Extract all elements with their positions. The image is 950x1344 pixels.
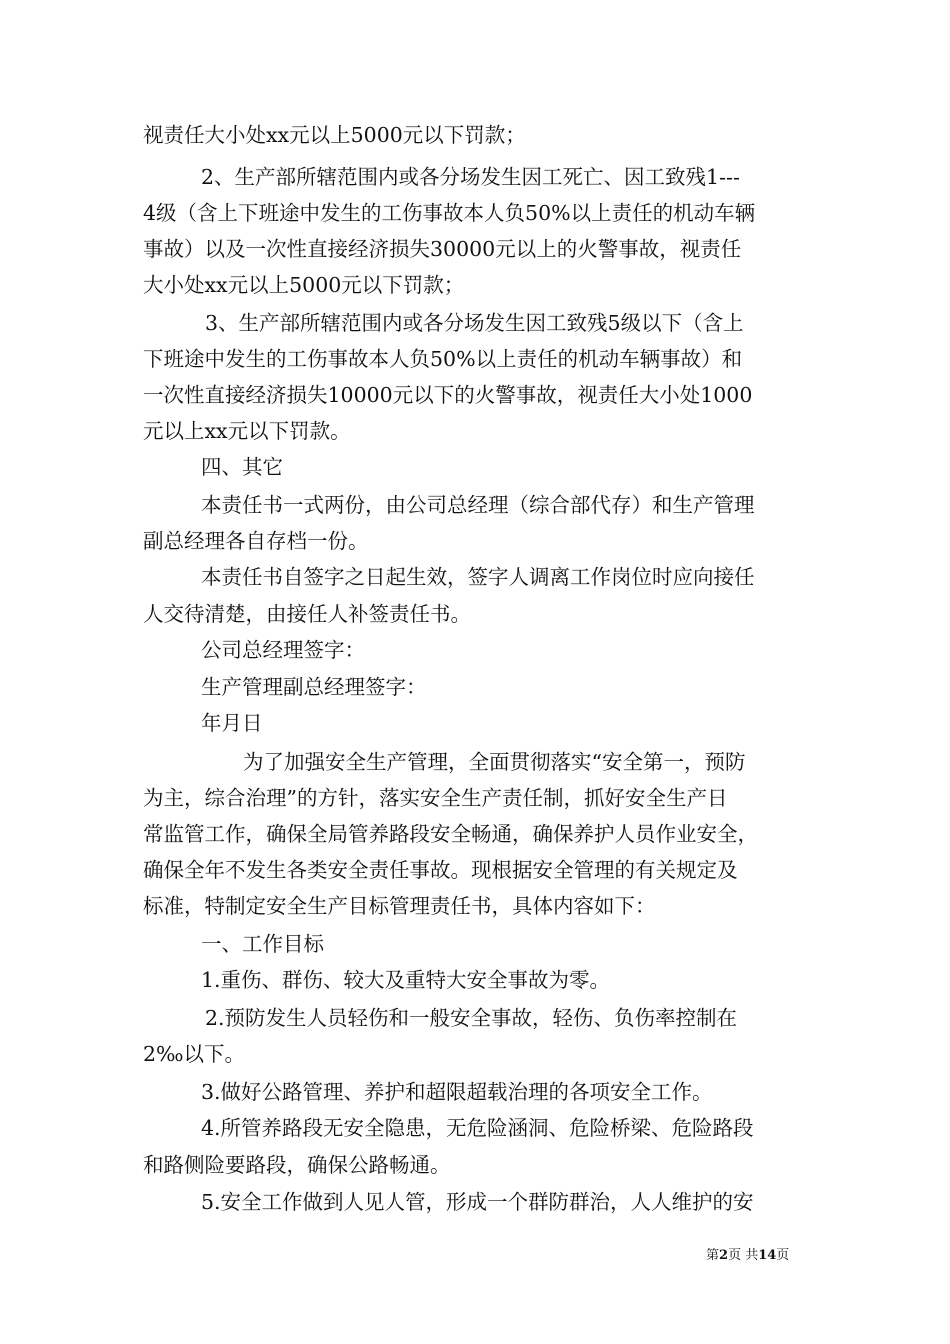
footer-prefix: 第	[706, 1248, 720, 1263]
text-line-8: 一次性直接经济损失10000元以下的火警事故，视责任大小处1000	[143, 383, 753, 407]
text-line-2: 2、生产部所辖范围内或各分场发生因工死亡、因工致残1---	[201, 165, 740, 189]
text-line-13: 本责任书自签字之日起生效，签字人调离工作岗位时应向接任	[201, 565, 755, 589]
footer-middle: 页 共	[728, 1248, 759, 1263]
text-line-29: 和路侧险要路段，确保公路畅通。	[143, 1153, 451, 1177]
text-line-30: 5.安全工作做到人见人管，形成一个群防群治，人人维护的安	[201, 1190, 754, 1214]
text-line-24: 1.重伤、群伤、较大及重特大安全事故为零。	[201, 968, 611, 992]
text-line-18: 为了加强安全生产管理，全面贯彻落实“安全第一，预防	[243, 750, 746, 774]
text-line-14: 人交待清楚，由接任人补签责任书。	[143, 602, 471, 626]
text-line-10: 四、其它	[201, 455, 283, 479]
text-line-27: 3.做好公路管理、养护和超限超载治理的各项安全工作。	[201, 1080, 713, 1104]
text-line-23: 一、工作目标	[201, 932, 324, 956]
text-line-9: 元以上xx元以下罚款。	[143, 419, 351, 443]
text-line-4: 事故）以及一次性直接经济损失30000元以上的火警事故，视责任	[143, 237, 742, 261]
text-line-19: 为主，综合治理”的方针，落实安全生产责任制，抓好安全生产日	[143, 786, 728, 810]
text-line-11: 本责任书一式两份，由公司总经理（综合部代存）和生产管理	[201, 493, 755, 517]
text-line-3: 4级（含上下班途中发生的工伤事故本人负50%以上责任的机动车辆	[143, 201, 756, 225]
text-line-28: 4.所管养路段无安全隐患，无危险涵洞、危险桥梁、危险路段	[201, 1116, 754, 1140]
text-line-21: 确保全年不发生各类安全责任事故。现根据安全管理的有关规定及	[143, 858, 738, 882]
text-line-1: 视责任大小处xx元以上5000元以下罚款；	[143, 123, 526, 147]
current-page-number: 2	[719, 1248, 729, 1263]
text-line-26: 2‰以下。	[143, 1042, 246, 1066]
text-line-6: 3、生产部所辖范围内或各分场发生因工致残5级以下（含上	[205, 311, 744, 335]
page-number-footer	[706, 1248, 789, 1264]
text-line-20: 常监管工作，确保全局管养路段安全畅通，确保养护人员作业安全，	[143, 822, 758, 846]
footer-suffix: 页	[776, 1248, 790, 1263]
text-line-15: 公司总经理签字：	[201, 638, 365, 662]
total-page-count: 14	[758, 1248, 777, 1263]
text-line-22: 标准，特制定安全生产目标管理责任书，具体内容如下：	[143, 894, 656, 918]
text-line-7: 下班途中发生的工伤事故本人负50%以上责任的机动车辆事故）和	[143, 347, 743, 371]
text-line-16: 生产管理副总经理签字：	[201, 675, 427, 699]
text-line-25: 2.预防发生人员轻伤和一般安全事故，轻伤、负伤率控制在	[205, 1006, 738, 1030]
text-line-5: 大小处xx元以上5000元以下罚款；	[143, 273, 465, 297]
text-line-17: 年月日	[201, 711, 263, 735]
text-line-12: 副总经理各自存档一份。	[143, 529, 369, 553]
